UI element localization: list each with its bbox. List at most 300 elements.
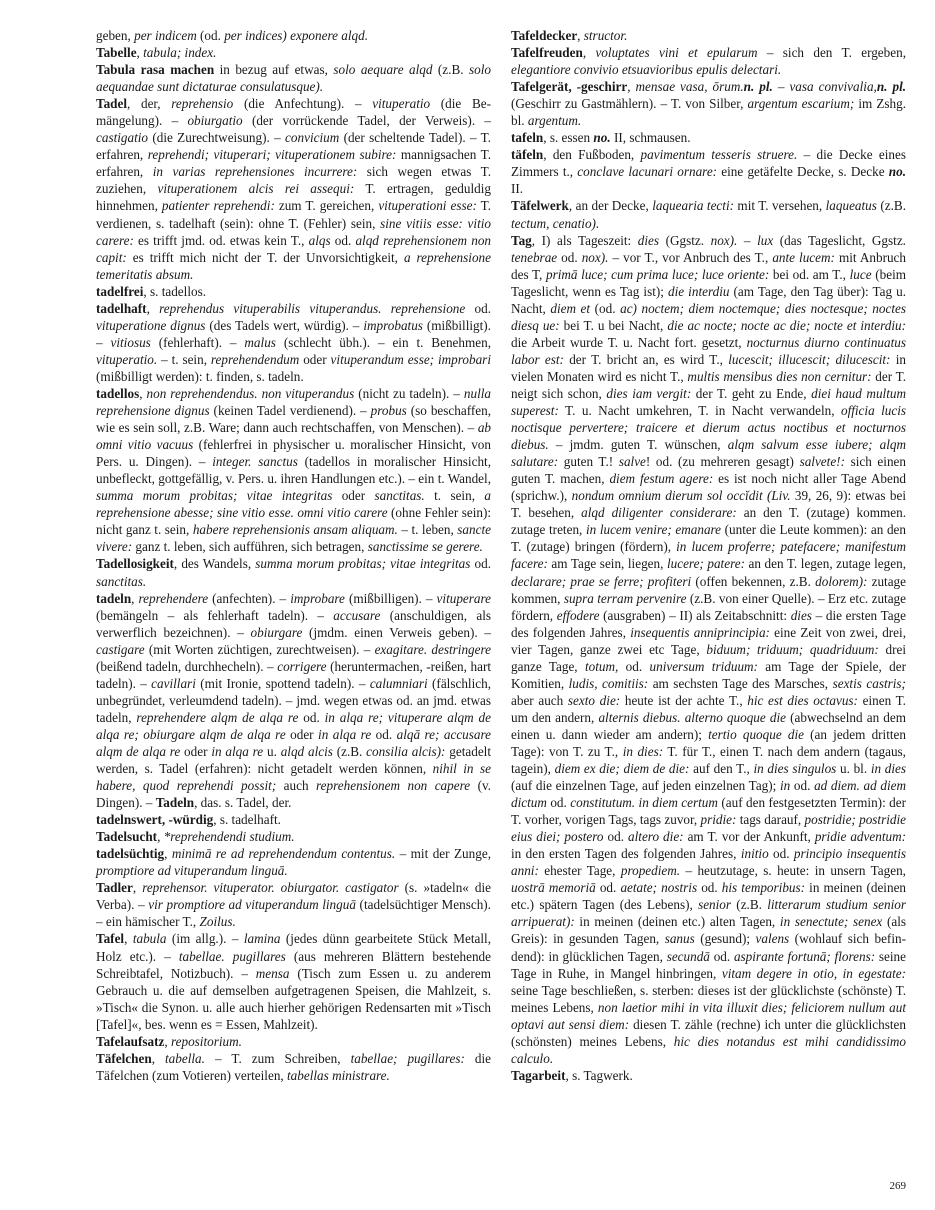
entry-text: tertio quoque die (708, 726, 804, 742)
entry-text: (auf den festgesetzten Termin): der T. vorher, vorigen Tags, tags zuvor, (511, 795, 907, 828)
dictionary-entry (96, 27, 491, 44)
entry-text: , (157, 829, 164, 845)
entry-text: secundā (666, 948, 710, 964)
entry-text: , (627, 79, 636, 95)
entry-text: propediem. (620, 863, 681, 879)
entry-text: (mit Ironie, spottend tadeln). – (195, 675, 370, 691)
entry-text: (od. (590, 300, 621, 316)
entry-text: pridie adventum: (814, 829, 907, 845)
entry-text: a reprehensione temeritatis absum. (96, 249, 491, 282)
page-number: 269 (889, 1180, 906, 1192)
dictionary-entry (511, 146, 906, 197)
entry-text: (tadelsüchtiger Mensch). – ein hämischer T., (96, 897, 491, 930)
entry-text: (fehlerfrei in physischer u. moralischer Hinsicht, von Pers. u. Dingen). – (96, 437, 491, 470)
entry-text: – t. leben, (397, 522, 458, 538)
entry-text: obiurgatio (187, 113, 243, 129)
entry-text: reprehendere (138, 590, 209, 606)
entry-text: es trifft jmd. od. etwas kein T., (133, 232, 309, 248)
entry-text: in (779, 778, 791, 794)
entry-text: vir promptiore ad vituperandum linguā (148, 897, 356, 913)
entry-text: argentum. (527, 113, 582, 129)
entry-text: – t. sein, (157, 351, 211, 367)
entry-text: od. (470, 556, 492, 572)
dictionary-entry (96, 1033, 491, 1050)
entry-text: (s. »tadeln« die Verba). – (96, 880, 491, 913)
entry-text: integer. sanctus (212, 454, 298, 470)
entry-text: oder (285, 726, 319, 742)
entry-text: (auf die einzelnen Tage, auf jeden einzelnen Tag); (511, 778, 780, 794)
entry-text: lamina (243, 931, 281, 947)
entry-text: (beim Tageslicht, wenn es Tag ist); (511, 266, 906, 299)
entry-text: diem festum agere: (609, 471, 714, 487)
entry-text: mensae vasa, ōrum. (635, 79, 744, 95)
dictionary-entry (96, 1050, 491, 1084)
entry-text: eine Zeit von zwei, drei, vier Tagen, ganze zwei etc Tage, (511, 624, 906, 657)
entry-text: T. für T., einen T. nach dem andern (tagaus, tagein), (511, 743, 906, 777)
entry-text: – jmdm. guten T. wünschen, (548, 437, 728, 453)
entry-text: (v. Dingen). – (96, 778, 491, 811)
entry-text: alqd diligenter considerare: (581, 505, 737, 521)
entry-text: alqā re; accusare alqm de alqa re (96, 726, 491, 759)
entry-text: drei ganze Tage, (511, 641, 906, 674)
headword: Tafelgerät, -geschirr (511, 79, 628, 95)
headword: Tag (511, 232, 532, 248)
entry-text: no. (593, 130, 611, 146)
entry-text: , (124, 931, 133, 947)
entry-text: (abwechselnd an dem einen u. dann wieder am andern); (511, 709, 906, 742)
entry-text: repositorium. (170, 1033, 242, 1049)
entry-text: (bemängeln – als fehlerhaft tadeln). – (96, 607, 334, 623)
entry-text: (ohne Fehler sein): nicht ganz t. sein, (96, 505, 492, 538)
entry-text: (mißbilligen). – (344, 590, 437, 606)
entry-text: *reprehendendi studium. (163, 829, 295, 845)
headword: Tagarbeit (511, 1067, 566, 1083)
headword: tadelhaft (96, 300, 147, 316)
entry-text: uostrā memoriā (511, 880, 596, 896)
dictionary-entry (511, 232, 906, 1067)
entry-text: diei haud multum superest: (511, 385, 906, 419)
entry-text: t. sein, (424, 488, 485, 504)
entry-text: (mißbilligt). – (96, 317, 491, 350)
entry-text: die Arbeit wurde T. u. Nacht fort. gesetzt, (511, 334, 747, 350)
entry-text: (fälschlich, unbegründet, verleumdend tadeln). – jmd. wegen etwas od. an jmd. etwas tadeln, (96, 675, 491, 725)
entry-text: ante lucem: (772, 249, 835, 265)
entry-text: diem et (550, 300, 591, 316)
entry-text: vituperatio. (96, 351, 158, 367)
entry-text: in dies singulos (753, 761, 837, 777)
entry-text: – sich den T. ergeben, (757, 45, 907, 61)
entry-text: sancte vivere: (96, 522, 491, 555)
entry-text: (fehlerhaft). – (150, 334, 245, 350)
entry-text: non laetior mihi in vita illuxit dies; feliciorem nullum aut optavi aut sensi diem: (511, 999, 906, 1032)
entry-text: tags darauf, (736, 812, 805, 828)
entry-text: voluptates vini et epularum (595, 45, 758, 61)
entry-text: in bezug auf etwas, (214, 62, 334, 78)
entry-text: od. (330, 232, 356, 248)
entry-text: (ausgraben) – II) als Zeitabschnitt: (599, 607, 791, 623)
entry-text: multis mensibus dies non cernitur: (687, 368, 872, 384)
entry-text: (jedes dünn gearbeitete Stück Metall, Holz etc.). – (96, 931, 492, 964)
entry-text: – heutzutage, s. heute: in unsern Tagen, (680, 863, 906, 879)
entry-text: vituperatione dignus (96, 317, 206, 333)
entry-text: improbatus (363, 317, 423, 333)
entry-text: no. (888, 164, 906, 180)
entry-text: ad diem. ad diem dictum (511, 778, 906, 811)
headword: Tadellosigkeit (96, 556, 174, 572)
dictionary-entry (96, 930, 491, 1032)
entry-text: totum, (584, 658, 619, 674)
entry-text: od. (603, 829, 629, 845)
entry-text: der T. bricht an, es wird T., (563, 351, 729, 367)
entry-text: nihil in se habere, quod reprehendi possit; (96, 761, 491, 794)
entry-text: tabellas ministrare. (287, 1067, 390, 1083)
entry-text: vituperationem alcis rei assequi: (157, 181, 355, 197)
entry-text: primā luce; cum prima luce; luce oriente: (546, 266, 770, 282)
entry-text: dies (637, 232, 660, 248)
entry-text: salvete!: (799, 454, 845, 470)
entry-text: od. (790, 778, 815, 794)
entry-text: (die Zurechtweisung). – (148, 130, 286, 146)
entry-text: , den Fußboden, (543, 147, 641, 163)
entry-text: , (131, 590, 139, 606)
entry-text: lux (757, 232, 774, 248)
entry-text: oder (299, 351, 331, 367)
entry-text: od. (709, 948, 734, 964)
entry-text: aspirante fortunā; florens: (733, 948, 876, 964)
entry-text: ganz t. leben, sich aufführen, sich betragen, (132, 539, 368, 555)
entry-text: bei T. u bei Nacht, (559, 317, 668, 333)
entry-text: , (132, 880, 143, 896)
entry-text: auch (276, 778, 317, 794)
entry-text: , an der Decke, (568, 198, 653, 214)
headword: täfeln (511, 147, 544, 163)
entry-text: (gesund); (694, 931, 756, 947)
entry-text: promptiore ad vituperandum linguā. (96, 863, 288, 879)
headword: tadellos (96, 385, 140, 401)
entry-text: solo aequare alqd (333, 62, 433, 78)
entry-text: insequentis anniprincipia: (630, 624, 770, 640)
entry-text: habere reprehensionis ansam aliquam. (192, 522, 398, 538)
entry-text: (od. (196, 28, 225, 43)
entry-text: hic dies notandus est mihi candidissimo calculo. (511, 1033, 906, 1066)
entry-text: (der scheltende Tadel). – T. erfahren, (96, 130, 491, 163)
entry-text: in meinen (deinen etc.) spätern Tagen (des Lebens), (511, 880, 907, 913)
entry-text: II, schmausen. (610, 130, 691, 146)
dictionary-entry (96, 811, 491, 828)
entry-text: getadelt werden, s. Tadel (erfahren): nicht getadelt werden können, (96, 743, 492, 777)
headword: Tabula rasa machen (96, 62, 215, 78)
entry-text: ac) noctem; diem noctemque; dies noctesque; noctes diesq ue: (511, 300, 906, 333)
dictionary-entry (96, 879, 491, 930)
entry-text: (am Tage, den Tag über): Tag u. Nacht, (511, 283, 906, 316)
entry-text: constitutum. in diem certum (570, 795, 718, 811)
entry-text: tabellae; pugillares: (350, 1050, 465, 1066)
entry-text: , I) als Tageszeit: (531, 232, 638, 248)
entry-text: probus (370, 403, 407, 419)
left-column (96, 27, 491, 1084)
headword: tadeln (96, 590, 132, 606)
headword: Tafelaufsatz (96, 1033, 165, 1049)
entry-text: es ist noch nicht aller Tage Abend (sprichw.), (511, 471, 907, 504)
entry-text: die Täfelchen (zum Votieren) verteilen, (96, 1050, 491, 1083)
headword: Täfelchen (96, 1050, 152, 1066)
entry-text: dies iam vergit: (606, 385, 692, 401)
entry-text: seine Tage in Ruhe, in Mangel hinbringen, (511, 948, 906, 981)
entry-text: senior (698, 897, 732, 913)
entry-text: litterarum studium senior arripuerat): (511, 897, 907, 930)
dictionary-entry (96, 61, 491, 95)
entry-text: vasa convivalia, (789, 79, 877, 95)
entry-text: convicium (285, 130, 340, 146)
entry-text: – die ersten Tage des folgenden Jahres, (511, 607, 907, 640)
entry-text: principio insequentis anni: (511, 846, 906, 879)
entry-text: (anfechten). – (208, 590, 291, 606)
entry-text: einen T. um den andern, (511, 692, 906, 725)
entry-text: sanctitas. (374, 488, 425, 504)
entry-text: elegantiore convivio etsuavioribus epulis delectari. (511, 62, 782, 78)
dictionary-entry (96, 44, 491, 61)
right-column (511, 27, 906, 1084)
entry-text: , (577, 28, 584, 43)
entry-text: reprehendere alqm de alqa re (136, 709, 299, 725)
entry-text: geben, (96, 28, 135, 43)
headword: Tabelle (96, 45, 137, 61)
dictionary-entry (511, 44, 906, 78)
entry-text: die ac nocte; nocte ac die; nocte et interdiu: (667, 317, 907, 333)
entry-text: (nicht zu tadeln). – (354, 385, 464, 401)
entry-text: (wohlauf sich befindend): in glücklichen Tagen, (511, 931, 906, 964)
entry-text: mit Anbruch des T, (511, 249, 907, 282)
entry-text: malus (244, 334, 276, 350)
entry-text: alqs (308, 232, 331, 248)
entry-text: Zoilus. (199, 914, 236, 930)
entry-text: , (136, 45, 144, 61)
entry-text: (heruntermachen, -reißen, hart tadeln). – (96, 658, 491, 691)
entry-text: , (582, 45, 596, 61)
entry-text: zutage kommen, (511, 573, 907, 606)
entry-text: patienter reprehendi: (161, 198, 275, 214)
dictionary-entry (511, 129, 906, 146)
entry-text: sich wegen etwas T. zuziehen, (96, 164, 492, 197)
headword: tafeln (511, 130, 544, 146)
entry-text: , s. essen (543, 130, 594, 146)
entry-text: – T. zum Schreiben, (204, 1050, 351, 1066)
entry-text: vituperare (436, 590, 491, 606)
entry-text: ! od. (zu mehreren gesagt) (645, 454, 800, 470)
entry-text: minimā re ad reprehendendum contentus. (171, 846, 396, 862)
entry-text: calumniari (369, 675, 428, 691)
entry-text: (die Anfechtung). – (233, 96, 373, 112)
dictionary-entry (511, 78, 906, 129)
entry-text: salve (618, 454, 646, 470)
entry-text: (z.B. (876, 198, 906, 214)
entry-text: – vor T., vor Anbruch des T., (608, 249, 773, 265)
entry-text: sextis castris; (832, 675, 906, 691)
entry-text: (die Bemängelung). – (96, 96, 492, 129)
entry-text: vituperatio (372, 96, 431, 112)
entry-text: summa morum probitas; vitae integritas (255, 556, 471, 572)
entry-text: es trifft mich nicht der T. der Unvorsichtigkeit, (126, 249, 404, 265)
entry-text: valens (755, 931, 790, 947)
dictionary-entry (96, 95, 491, 283)
entry-text: die interdiu (668, 283, 730, 299)
entry-text: od. (697, 880, 722, 896)
entry-text: laquearia tecti: (652, 198, 734, 214)
entry-text: (an jedem dritten Tage): von T. zu T., (511, 726, 906, 759)
entry-text: zum T. gereichen, (274, 198, 379, 214)
entry-text: am Tage sein, liegen, (547, 556, 667, 572)
entry-text: castigare (96, 641, 145, 657)
entry-text: per indices) exponere alqd. (224, 28, 368, 43)
headword: Tafelfreuden (511, 45, 583, 61)
entry-text: im Zshg. bl. (511, 96, 907, 129)
headword: tadelsüchtig (96, 846, 165, 862)
entry-text: (mißbilligt werden): t. finden, s. tadeln. (96, 368, 304, 384)
entry-text: od. (465, 300, 492, 316)
entry-text: , (151, 1050, 166, 1066)
entry-text: nondum omnium dierum sol occĭdit (Liv. (571, 488, 791, 504)
entry-text: lucescit; illucescit; dilucescit: (728, 351, 891, 367)
entry-text: tabula; index. (143, 45, 217, 61)
entry-text: sich einen guten T. machen, (511, 454, 906, 487)
headword: Tadeln (155, 795, 195, 811)
entry-text: postridie; postridie eius diei; postero (511, 812, 907, 845)
headword: Tafel (96, 931, 125, 947)
entry-text: reprehensio (171, 96, 234, 112)
entry-text: officia lucis noctisque pervertere; traicere et dierum actus noctibus et nocturnos diebus. (511, 403, 907, 453)
entry-text: (mit Worten züchtigen, zurechtweisen). – (144, 641, 375, 657)
entry-text: oder (332, 488, 375, 504)
entry-text: heute ist der achte T., (620, 692, 748, 708)
entry-text: in meinen (deinen etc.) alten Tagen, (574, 914, 780, 930)
entry-text: tabellae. pugillares (178, 948, 286, 964)
headword: Tadelsucht (96, 829, 158, 845)
entry-text: od. (618, 658, 650, 674)
dictionary-entry (96, 385, 491, 555)
entry-text: initio (740, 846, 769, 862)
entry-text: od. (768, 846, 794, 862)
entry-text: in alqa re (211, 743, 264, 759)
entry-text: der T. geht zu Ende, (691, 385, 812, 401)
entry-text: (unter die Leute kommen): an den T. (zutage) bringen (fördern), (511, 522, 906, 555)
entry-text: od. (546, 795, 571, 811)
entry-text: od. (595, 880, 621, 896)
entry-text: dolorem): (815, 573, 868, 589)
entry-text: consilia alcis): (366, 743, 446, 759)
entry-text: ludis, comitiis: (568, 675, 649, 691)
dictionary-entry (511, 27, 906, 44)
entry-text: in den ersten Tagen des folgenden Jahres, (511, 846, 741, 862)
entry-text: (im allg.). – (166, 931, 244, 947)
entry-text: nox). (581, 249, 609, 265)
entry-text: tabella. (165, 1050, 205, 1066)
entry-text: in lucem proferre; patefacere; manifestum facere: (511, 539, 906, 572)
entry-text: biduum; triduum; quadriduum: (706, 641, 879, 657)
entry-text: reprehendi; vituperari; vituperationem subire: (147, 147, 397, 163)
entry-text: reprehendus vituperabilis vituperandus. reprehensione (159, 300, 466, 316)
entry-text: mannigsachen T. erfahren, (96, 147, 492, 180)
entry-text: supra terram pervenire (563, 590, 687, 606)
entry-text: vitam degere in otio, in egestate: (721, 965, 906, 981)
entry-text: laqueatus (825, 198, 877, 214)
entry-text: sine vitiis esse: vitio carere: (96, 215, 491, 248)
entry-text: – (737, 232, 758, 248)
entry-text: , das. s. Tadel, der. (194, 795, 292, 811)
entry-text: ab omni vitio vacuus (96, 420, 491, 453)
entry-text: in varias reprehensiones incurrere: (152, 164, 358, 180)
dictionary-entry (96, 300, 491, 385)
entry-text: T. u. Nacht umkehren, T. in Nacht verwandeln, (558, 403, 841, 419)
entry-text: od. (298, 709, 325, 725)
entry-text: sanus (664, 931, 695, 947)
dictionary-entry (96, 555, 491, 589)
entry-text: (der vorrückende Tadel, der Verweis). – (242, 113, 491, 129)
entry-text: conclave lacunari ornare: (577, 164, 718, 180)
entry-text: od. (371, 726, 397, 742)
headword: Tafeldecker (511, 28, 578, 43)
entry-text: (anschuldigen, als verwerflich bezeichnen). – (96, 607, 492, 640)
entry-text: auf den T., (689, 761, 754, 777)
entry-text: – (772, 79, 790, 95)
entry-text: reprehensionem non capere (316, 778, 471, 794)
entry-text: (jmdm. einen Verweis geben). – (302, 624, 491, 640)
entry-text: summa morum probitas; vitae integritas (96, 488, 333, 504)
entry-text: in senectute; senex (779, 914, 883, 930)
entry-text: his temporibus: (721, 880, 806, 896)
entry-text: argentum escarium; (747, 96, 855, 112)
entry-text: non reprehendendus. non vituperandus (146, 385, 355, 401)
entry-text: dies (790, 607, 812, 623)
entry-text: (tadellos in moralischer Hinsicht, unbefleckt, gottgefällig, v. Pers. u. ihren Handlungen etc.). – ein t. Wandel, (96, 454, 491, 487)
entry-text: (schlecht übh.). – ein t. Benehmen, (275, 334, 491, 350)
entry-text: aber auch (511, 692, 568, 708)
entry-text: alqd alcis (280, 743, 333, 759)
entry-text: exagitare. destringere (374, 641, 491, 657)
entry-text: aetate; nostris (620, 880, 698, 896)
entry-text: corrigere (277, 658, 327, 674)
entry-text: sexto die: (567, 692, 621, 708)
entry-text: nox). (710, 232, 738, 248)
entry-text: , s. tadellos. (143, 283, 207, 299)
entry-text: , der, (127, 96, 172, 112)
entry-text: n. pl. (743, 79, 773, 95)
entry-text: sanctissime se gerere. (367, 539, 483, 555)
entry-text: , (146, 300, 160, 316)
entry-text: altero die: (628, 829, 684, 845)
entry-text: reprehendendum (210, 351, 300, 367)
entry-text: in alqa re (318, 726, 372, 742)
entry-text: pavimentum tesseris struere. (640, 147, 798, 163)
entry-text: ehester Tage, (538, 863, 621, 879)
entry-text: reprehensor. vituperator. obiurgator. castigator (142, 880, 399, 896)
entry-text: diem ex die; diem de die: (554, 761, 690, 777)
entry-text: 39, 26, 9): etwas bei T. besehen, (511, 488, 906, 521)
entry-text: tectum, cenatio). (511, 215, 600, 231)
entry-text: (aus mehreren Blättern bestehende Schreibtafel, Notizbuch). – (96, 948, 491, 981)
entry-text: an den T. legen, zutage legen, (744, 556, 906, 572)
entry-text: , s. Tagwerk. (565, 1067, 633, 1083)
entry-text: (als Greis): in gesunden Tagen, (511, 914, 907, 947)
entry-text: luce (849, 266, 872, 282)
entry-text: per indicem (134, 28, 197, 43)
entry-text: T. ertragen, geduldig hinnehmen, (96, 181, 491, 214)
entry-text: eine getäfelte Decke, s. Decke (717, 164, 889, 180)
entry-text: cavillari (151, 675, 196, 691)
entry-text: vituperandum esse; improbari (330, 351, 491, 367)
entry-text: (so beschaffen, wie es sein soll, z.B. Ware; dann auch rechtschaffen, von Menschen). – (96, 403, 491, 436)
dictionary-entry (511, 197, 906, 231)
entry-text: (Geschirr zu Gastmählern). – T. von Silber, (511, 96, 748, 112)
